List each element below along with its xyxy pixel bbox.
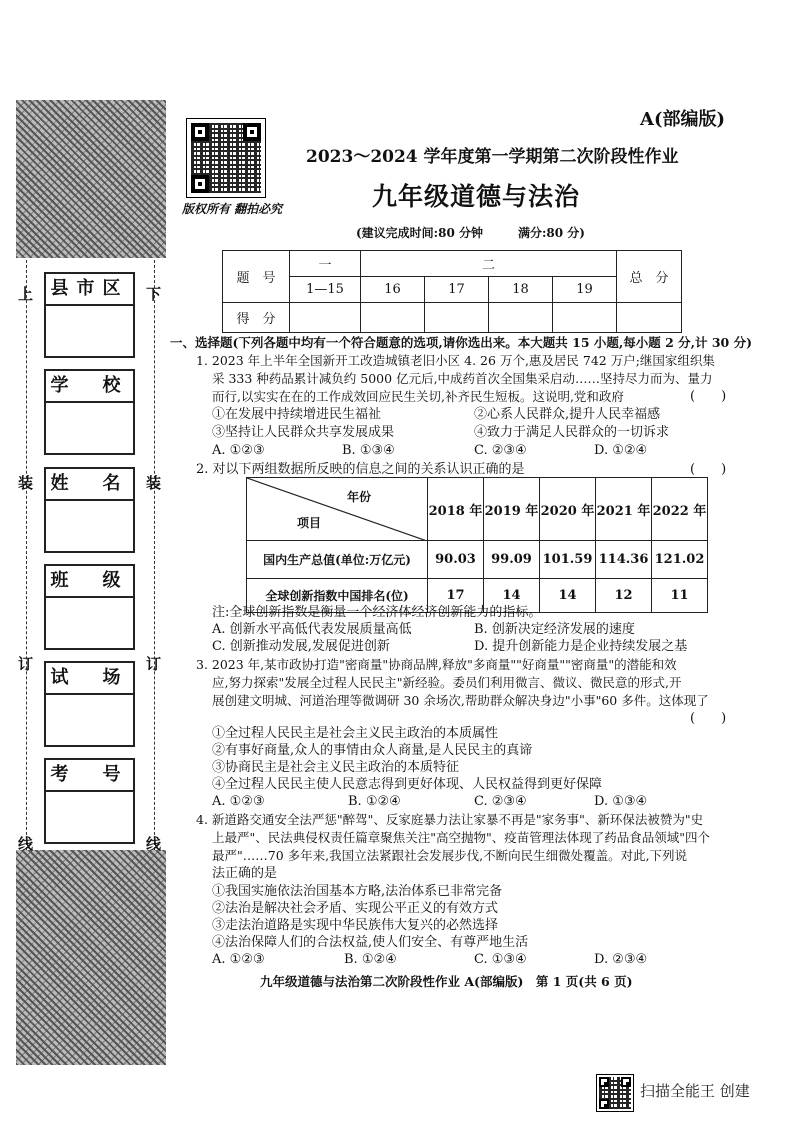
score-cell[interactable] [361,303,425,333]
table-cell: 14 [540,579,596,613]
table-cell: 11 [652,579,708,613]
score-table-part-two: 二 [361,251,617,277]
field-exam-room-label: 试 场 [46,663,133,695]
q1-line: 采 333 种药品累计减负约 5000 亿元后,中成药首次全国集采启动……坚持尽力而为、量力 [212,371,713,386]
score-table-part-one: 一 [290,251,361,277]
q3-bracket[interactable]: ( ) [690,711,727,726]
score-table-sub-17: 17 [425,277,489,303]
field-exam-room[interactable] [44,661,135,747]
edition-label: A(部编版) [640,109,725,130]
q4-line: 法正确的是 [212,866,278,881]
field-exam-number-label: 考 号 [46,760,133,792]
col-header: 2022 年 [652,478,708,541]
data-table-year-label: 年份 [347,490,372,504]
table-cell: 90.03 [428,541,484,579]
q1-answer-d[interactable]: D. ①②④ [594,443,648,458]
col-header: 2018 年 [428,478,484,541]
binding-mark-bind: 装 [18,474,34,492]
col-header: 2021 年 [596,478,652,541]
diagonal-line [247,478,427,541]
field-class[interactable] [44,564,135,650]
q4-answer-d[interactable]: D. ②③④ [594,952,648,967]
score-cell[interactable] [290,303,361,333]
table-cell: 17 [428,579,484,613]
q3-answer-c[interactable]: C. ②③④ [474,794,527,809]
q3-option: ③协商民主是社会主义民主政治的本质特征 [212,760,460,775]
q3-line: 展创建文明城、河道治理等微调研 30 余场次,帮助群众解决身边"小事"60 多件。这体现了 [212,693,709,708]
row-label: 全球创新指数中国排名(位) [247,579,428,613]
binding-line-right [154,260,155,850]
score-table-total: 总 分 [617,251,682,303]
table-cell: 121.02 [652,541,708,579]
binding-mark-staple: 订 [18,655,34,673]
q2-note: 注:全球创新指数是衡量一个经济体经济创新能力的指标。 [212,605,542,620]
score-note: 满分:80 分) [518,226,585,240]
q2-answer-b[interactable]: B. 创新决定经济发展的速度 [474,622,635,637]
col-header: 2020 年 [540,478,596,541]
table-cell: 101.59 [540,541,596,579]
binding-mark-up: 上 [18,285,34,303]
data-table-item-label: 项目 [297,516,322,530]
term-title: 2023～2024 学年度第一学期第二次阶段性作业 [306,147,679,167]
q2-answer-c[interactable]: C. 创新推动发展,发展促进创新 [212,639,390,654]
table-cell: 12 [596,579,652,613]
q1-bracket[interactable]: ( ) [690,389,727,404]
q1-option: ④致力于满足人民群众的一切诉求 [474,425,670,440]
q4-answer-a[interactable]: A. ①②③ [212,952,265,967]
binding-line-left [26,260,27,850]
q1-answer-b[interactable]: B. ①③④ [342,443,395,458]
q2-answer-d[interactable]: D. 提升创新能力是企业持续发展之基 [474,639,688,654]
q4-line: 4. 新道路交通安全法严惩"醉驾"、反家庭暴力法让家暴不再是"家务事"、新环保法被赞为"史 [196,812,704,827]
field-county[interactable] [44,272,135,358]
q3-option: ④全过程人民民主使人民意志得到更好体现、人民权益得到更好保障 [212,777,603,792]
score-table-sub-1: 1—15 [290,277,361,303]
q4-line: 最严"……70 多年来,我国立法紧跟社会发展步伐,不断向民生细微处覆盖。对此,下列说 [212,848,688,863]
score-table-header-label: 题 号 [223,251,290,303]
q1-option: ①在发展中持续增进民生福祉 [212,407,382,422]
table-cell: 14 [484,579,540,613]
q4-option: ②法治是解决社会矛盾、实现公平正义的有效方式 [212,901,499,916]
copyright-note: 版权所有 翻拍必究 [182,202,283,216]
score-cell[interactable] [617,303,682,333]
qr-code-icon [186,118,266,198]
binding-mark-bind-right: 装 [146,474,162,492]
page-footer: 九年级道德与法治第二次阶段性作业 A(部编版) 第 1 页(共 6 页) [260,974,633,989]
q4-answer-c[interactable]: C. ①③④ [474,952,527,967]
scanner-qr-icon [596,1074,634,1112]
q4-answer-b[interactable]: B. ①②④ [344,952,397,967]
scanner-credit: 扫描全能王 创建 [640,1082,750,1100]
score-cell[interactable] [425,303,489,333]
score-table-sub-19: 19 [553,277,617,303]
binding-mark-down: 下 [146,285,162,303]
q3-option: ①全过程人民民主是社会主义民主政治的本质属性 [212,726,499,741]
binding-pattern-bottom [16,850,166,1065]
q1-option: ③坚持让人民群众共享发展成果 [212,425,395,440]
binding-mark-staple-right: 订 [146,655,162,673]
q3-answer-a[interactable]: A. ①②③ [212,794,265,809]
field-school[interactable] [44,369,135,455]
binding-pattern-top [16,100,166,258]
q1-line: 而行,以实实在在的工作成效回应民生关切,补齐民生短板。这说明,党和政府 [212,389,624,404]
binding-mark-line: 线 [18,835,34,853]
q4-option: ①我国实施依法治国基本方略,法治体系已非常完备 [212,884,503,899]
score-table-sub-18: 18 [489,277,553,303]
col-header: 2019 年 [484,478,540,541]
q3-line: 3. 2023 年,某市政协打造"密商量"协商品牌,释放"多商量""好商量""密商量"的潜能和效 [196,657,677,672]
binding-mark-line-right: 线 [146,835,162,853]
field-school-label: 学 校 [46,371,133,403]
time-note: (建议完成时间:80 分钟 [356,226,483,240]
row-label: 国内生产总值(单位:万亿元) [247,541,428,579]
data-table [246,477,708,613]
q3-line: 应,努力探索"发展全过程人民民主"新经验。委员们利用微言、微议、微民意的形式,开 [212,675,682,690]
q3-option: ②有事好商量,众人的事情由众人商量,是人民民主的真谛 [212,743,533,758]
q4-option: ③走法治道路是实现中华民族伟大复兴的必然选择 [212,918,499,933]
field-class-label: 班 级 [46,566,133,598]
q2-stem: 2. 对以下两组数据所反映的信息之间的关系认识正确的是 [196,462,525,477]
q1-option: ②心系人民群众,提升人民幸福感 [474,407,661,422]
table-cell: 99.09 [484,541,540,579]
subject-title: 九年级道德与法治 [372,182,581,211]
q4-line: 上最严"、民法典侵权责任篇章聚焦关注"高空抛物"、疫苗管理法体现了药品食品领域"四个 [212,830,710,845]
score-table-score-label: 得 分 [223,303,290,333]
section-heading: 一、选择题(下列各题中均有一个符合题意的选项,请你选出来。本大题共 15 小题,每小题 2 分,计 30 分) [170,335,752,350]
field-county-label: 县市区 [46,274,133,306]
field-exam-number[interactable] [44,758,135,844]
q3-answer-d[interactable]: D. ①③④ [594,794,648,809]
score-table-sub-16: 16 [361,277,425,303]
table-cell: 114.36 [596,541,652,579]
q3-answer-b[interactable]: B. ①②④ [348,794,401,809]
q1-answer-a[interactable]: A. ①②③ [212,443,265,458]
q4-option: ④法治保障人们的合法权益,使人们安全、有尊严地生活 [212,935,529,950]
q1-line: 1. 2023 年上半年全国新开工改造城镇老旧小区 4. 26 万个,惠及居民 742 万户;继国家组织集 [196,353,715,368]
field-name[interactable] [44,467,135,553]
field-name-label: 姓 名 [46,469,133,501]
q1-answer-c[interactable]: C. ②③④ [474,443,527,458]
data-table-corner [247,478,428,541]
score-table [222,250,682,333]
q2-answer-a[interactable]: A. 创新水平高低代表发展质量高低 [212,622,412,637]
score-cell[interactable] [553,303,617,333]
score-cell[interactable] [489,303,553,333]
q2-bracket[interactable]: ( ) [690,462,727,477]
